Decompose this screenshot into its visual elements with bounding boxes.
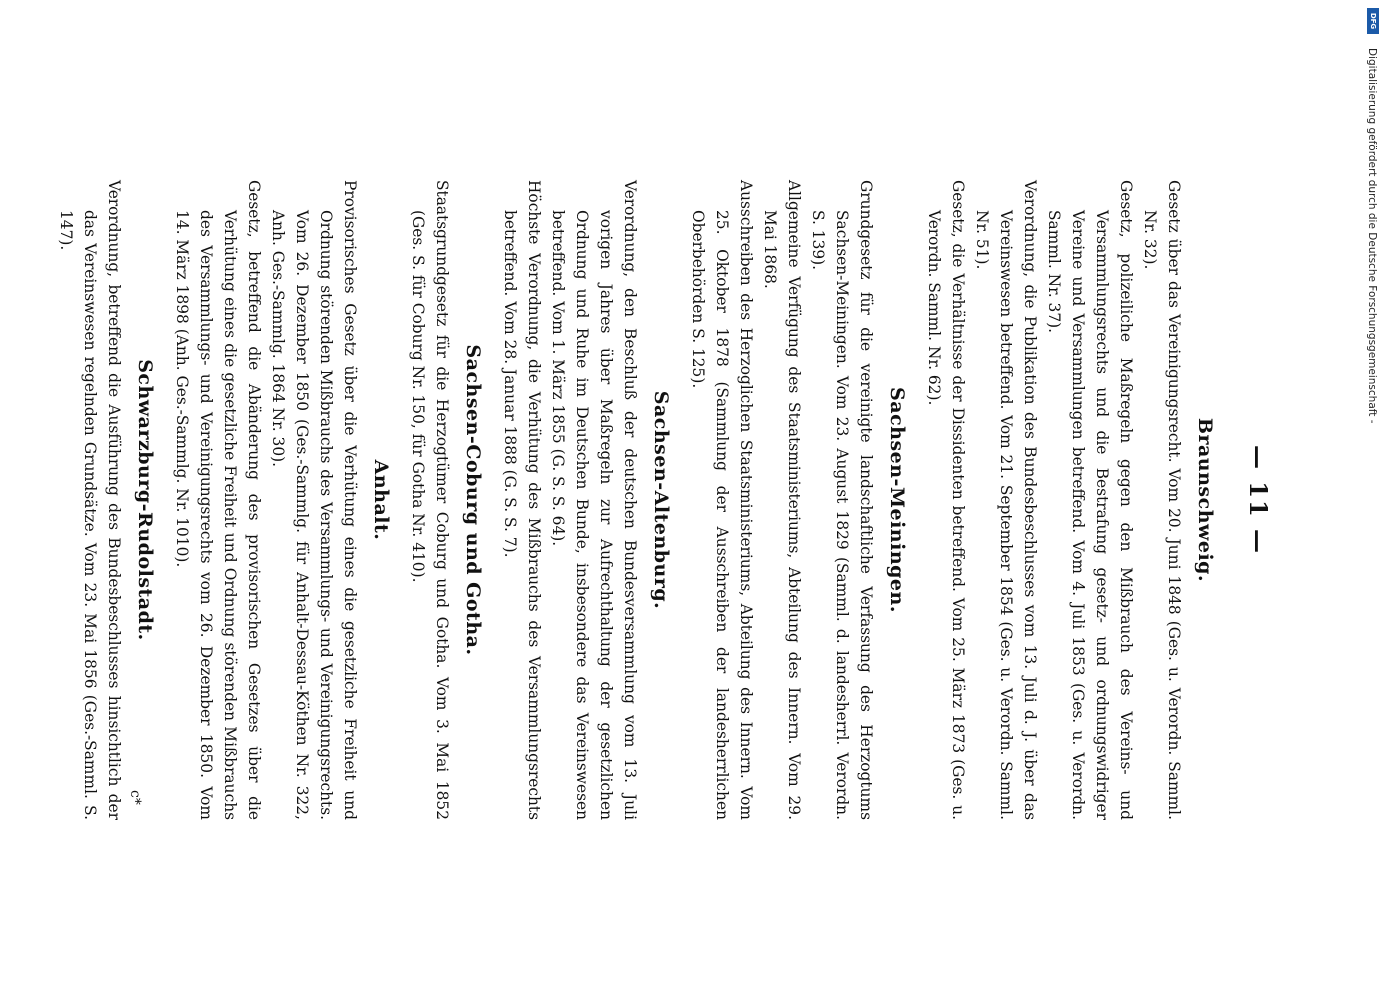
law-entry: Verordnung, den Beschluß der deutschen Bundesversammlung vom 13. Juli vorigen Jahres über Maßregeln zur Aufrechthaltung der gesetzlichen Ordnung und Ruhe im Deutschen Bunde, insbesondere das Vereinswesen betreffend. Vom 1. März 1855 (G. S. S. 64). [549, 180, 639, 820]
section-title: Anhalt. [370, 459, 392, 541]
page-number: — 11 — [1244, 444, 1273, 556]
law-entry: Verordnung, betreffend die Ausführung des Bundesbeschlusses hinsichtlich der das Vereinswesen regelnden Grundsätze. Vom 23. Mai 1856 (Ges.-Samml. S. 147). [57, 180, 123, 820]
sections-container [54, 180, 1216, 820]
sidebar-credit [1366, 10, 1378, 990]
law-entry: Ausschreiben des Herzoglichen Staatsministeriums, Abteilung des Innern. Vom 25. Oktober 1878 (Sammlung der Ausschreiben der landesherrlichen Oberbehörden S. 125). [689, 180, 755, 820]
law-entry: Gesetz, polizeiliche Maßregeln gegen den Mißbrauch des Vereins- und Versammlungsrechts und die Bestrafung gesetz- und ordnungswidriger Vereine und Versammlungen betreffend. Vom 4. Juli 1853 (Ges. u. Verordn. Samml. Nr. 37). [1045, 180, 1135, 820]
section-title: Schwarzburg-Rudolstadt. [134, 359, 156, 641]
law-entry: Grundgesetz für die vereinigte landschaftliche Verfassung des Herzogtums Sachsen-Meiningen. Vom 23. August 1829 (Samml. d. landesherrl. Verordn. S. 139). [809, 180, 875, 820]
dfg-logo-text: DFG [1369, 12, 1377, 30]
law-entry: Gesetz über das Vereinigungsrecht. Vom 20. Juni 1848 (Ges. u. Verordn. Samml. Nr. 32). [1141, 180, 1183, 820]
page-content [54, 180, 1273, 820]
section-title: Sachsen-Meiningen. [886, 387, 908, 613]
law-entry: Gesetz, betreffend die Abänderung des provisorischen Gesetzes über die Verhütung eines die gesetzliche Freiheit und Ordnung störenden Mißbrauchs des Versammlungs- und Vereinigungsrechts vom 26. Dezember 1850. Vom 14. März 1898 (Anh. Ges.-Sammlg. Nr. 1010). [173, 180, 263, 820]
signature-mark: c* [127, 790, 143, 805]
law-entry: Höchste Verordnung, die Verhütung des Mißbrauchs des Versammlungsrechts betreffend. Vom 28. Januar 1888 (G. S. S. 7). [501, 180, 543, 820]
law-entry: Allgemeine Verfügung des Staatsministeriums, Abteilung des Innern. Vom 29. Mai 1868. [761, 180, 803, 820]
law-entry: Provisorisches Gesetz über die Verhütung eines die gesetzliche Freiheit und Ordnung störenden Mißbrauchs des Versammlungs- und Vereinigungsrechts. Vom 26. Dezember 1850 (Ges.-Sammlg. für Anhalt-Dessau-Köthen Nr. 322, Anh. Ges.-Sammlg. 1864 Nr. 30). [269, 180, 359, 820]
law-entry: Staatsgrundgesetz für die Herzogtümer Coburg und Gotha. Vom 3. Mai 1852 (Ges. S. für Coburg Nr. 150, für Gotha Nr. 410). [409, 180, 451, 820]
law-entry: Gesetz, die Verhältnisse der Dissidenten betreffend. Vom 25. März 1873 (Ges. u. Verordn. Samml. Nr. 62). [925, 180, 967, 820]
sidebar-credit-text: Digitalisierung gefördert durch die Deutsche Forschungsgemeinschaft - [1366, 48, 1378, 424]
section-title: Sachsen-Coburg und Gotha. [462, 344, 484, 656]
section-title: Sachsen-Altenburg. [650, 390, 672, 610]
law-entry: Verordnung, die Publikation des Bundesbeschlusses vom 13. Juli d. J. über das Vereinswesen betreffend. Vom 21. September 1854 (Ges. u. Verordn. Samml. Nr. 51). [973, 180, 1039, 820]
section-title: Braunschweig. [1194, 417, 1216, 583]
